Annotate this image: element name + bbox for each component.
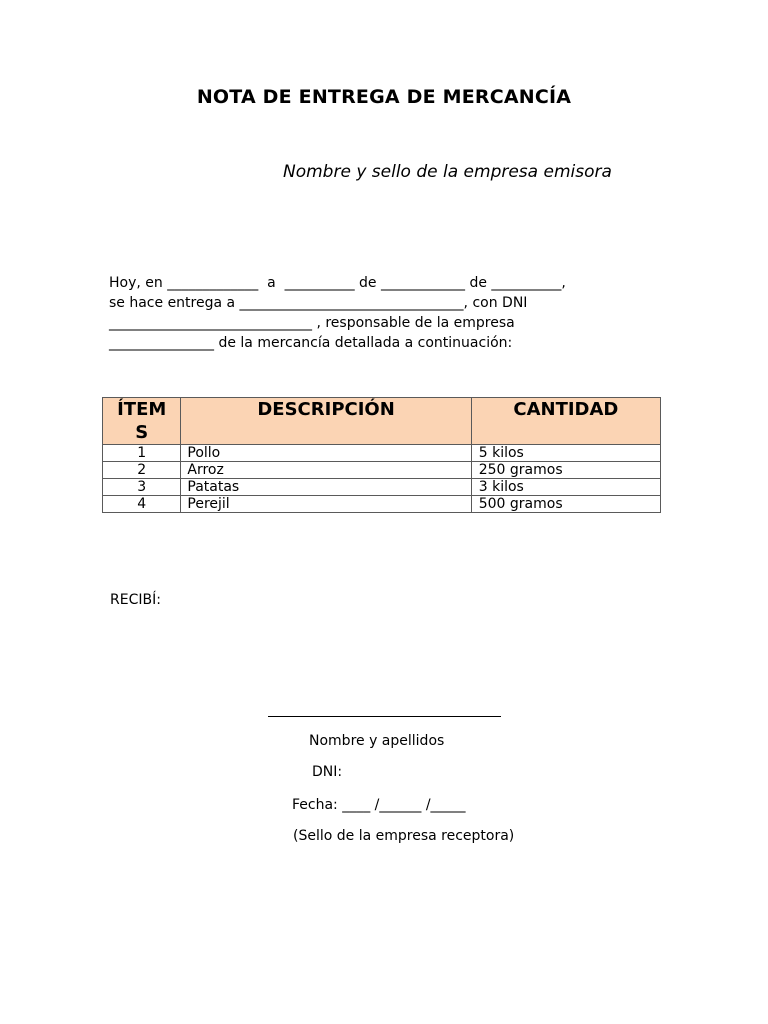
cell-item: 3 — [103, 479, 181, 496]
table-header-row — [103, 398, 661, 445]
cell-quantity: 250 gramos — [471, 462, 660, 479]
header-items-part2: S — [135, 422, 149, 443]
header-items — [103, 398, 181, 445]
issuer-company-line: Nombre y sello de la empresa emisora — [283, 162, 612, 182]
cell-description: Arroz — [181, 462, 471, 479]
cell-description: Patatas — [181, 479, 471, 496]
cell-quantity: 500 gramos — [471, 496, 660, 513]
signature-date-label: Fecha: ____ /______ /_____ — [292, 797, 466, 813]
header-description: DESCRIPCIÓN — [181, 398, 471, 445]
goods-table — [102, 397, 661, 513]
header-items-part1: ÍTEM — [117, 399, 167, 420]
paragraph-line-4: _______________ de la mercancía detallada a continuación: — [109, 335, 513, 351]
signature-dni-label: DNI: — [312, 764, 343, 780]
received-label: RECIBÍ: — [110, 592, 161, 608]
cell-item: 4 — [103, 496, 181, 513]
cell-item: 2 — [103, 462, 181, 479]
receiver-stamp-label: (Sello de la empresa receptora) — [293, 828, 515, 844]
table-row — [103, 462, 661, 479]
cell-item: 1 — [103, 445, 181, 462]
cell-quantity: 5 kilos — [471, 445, 660, 462]
paragraph-line-1: Hoy, en _____________ a __________ de ____________ de __________, — [109, 275, 566, 291]
signature-name-label: Nombre y apellidos — [309, 733, 445, 749]
table-row — [103, 496, 661, 513]
paragraph-line-2: se hace entrega a ________________________________, con DNI — [109, 295, 528, 311]
table-row — [103, 479, 661, 496]
table-row — [103, 445, 661, 462]
cell-quantity: 3 kilos — [471, 479, 660, 496]
document-title: NOTA DE ENTREGA DE MERCANCÍA — [196, 86, 572, 108]
signature-line — [268, 716, 501, 717]
paragraph-line-3: _____________________________ , responsable de la empresa — [109, 315, 515, 331]
header-quantity: CANTIDAD — [471, 398, 660, 445]
cell-description: Perejil — [181, 496, 471, 513]
cell-description: Pollo — [181, 445, 471, 462]
